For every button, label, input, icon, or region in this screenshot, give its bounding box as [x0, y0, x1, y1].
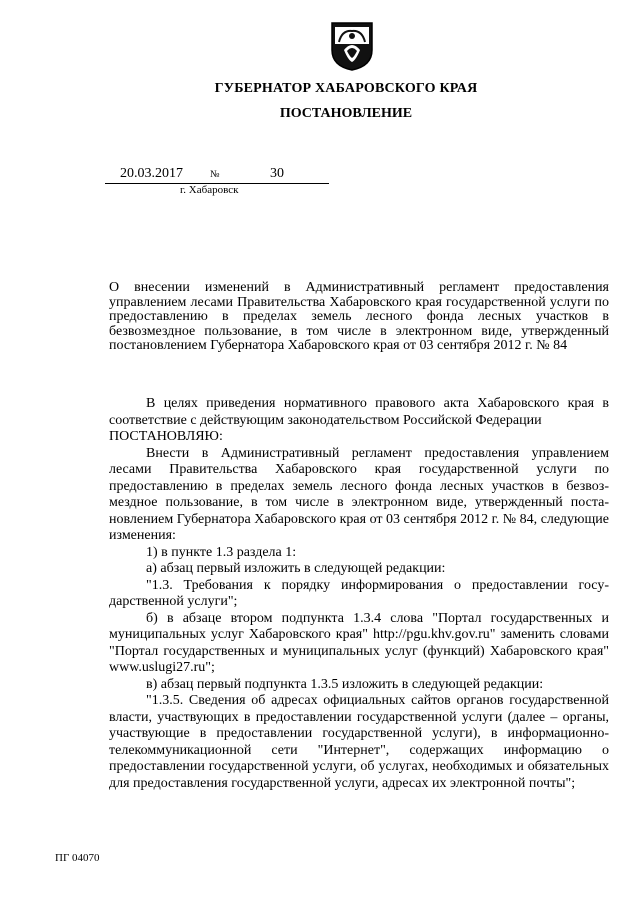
body-paragraph-3: а) абзац первый изложить в следующей редакции: — [146, 561, 446, 576]
document-date: 20.03.2017 — [120, 166, 183, 181]
coat-of-arms-icon — [330, 20, 374, 72]
document-type: ПОСТАНОВЛЕНИЕ — [279, 106, 413, 121]
document-body — [109, 396, 609, 792]
body-paragraph-4: "1.3. Требования к порядку информирования о предоставлении государственной услуги"; — [109, 577, 609, 609]
document-city: г. Хабаровск — [180, 184, 239, 196]
footer-code: ПГ 04070 — [55, 852, 100, 864]
body-paragraph-6: в) абзац первый подпункта 1.3.5 изложить в следующей редакции: — [146, 676, 544, 692]
body-paragraph-5: б) в абзаце втором подпункта 1.3.4 слова "Портал государственных и муниципальных услуг Хабаровского края" http://pgu.khv.gov.ru" заменить словами "Портал государственных и муниципальных услуг (функций) Хабаровского края" www.uslugi27.ru"; — [109, 610, 609, 675]
document-number: 30 — [270, 166, 284, 181]
preamble-paragraph: В целях приведения нормативного правового акта Хабаровского края в соответствие с действующим законодательством Российской Федерации — [109, 396, 609, 428]
body-paragraph-7: "1.3.5. Сведения об адресах официальных сайтов органов государственной власти, участвующих в предоставлении государственной услуги (далее – органы, участвующие в предоставлении государственной услуги), в информационно-телекоммуникационной сети "Интернет", содержащих информацию о предоставлении государственной услуги, об услугах, необходимых и обязательных для предоставления государственной услуги, адресах их электронной почты"; — [109, 693, 609, 791]
body-paragraph-2: 1) в пункте 1.3 раздела 1: — [146, 544, 297, 560]
issuing-authority: ГУБЕРНАТОР ХАБАРОВСКОГО КРАЯ — [214, 81, 478, 96]
number-sign: № — [210, 169, 220, 180]
date-number-line — [105, 166, 329, 184]
document-subject: О внесении изменений в Административный регламент предоставления управлением лесами Правительства Хабаровского края государственной услуги по предоставлению в пределах земель лесного фонда лесных участков в безвозмездное пользование, в том числе в электронном виде, утвержденный постановлением Губернатора Хабаровского края от 03 сентября 2012 г. № 84 — [109, 280, 609, 353]
body-paragraph-1: Внести в Административный регламент предоставления управлением лесами Правительства Хабаровского края государственной услуги по предоставлению в пределах земель лесного фонда лесных участков в безвозмездное пользование, в том числе в электронном виде, утвержденный постановлением Губернатора Хабаровского края от 03 сентября 2012 г. № 84, следующие изменения: — [109, 445, 609, 543]
resolve-heading: ПОСТАНОВЛЯЮ: — [109, 429, 223, 444]
